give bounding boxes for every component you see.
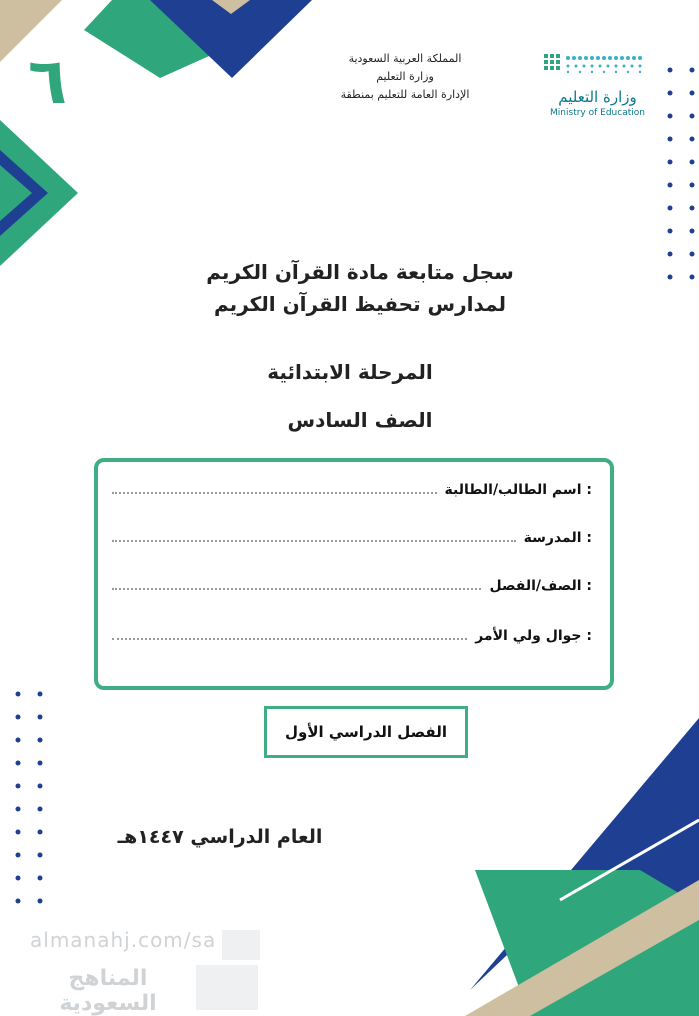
header-line-ministry: وزارة التعليم <box>376 70 434 83</box>
field-input-student-name[interactable] <box>112 490 437 494</box>
watermark-url: almanahj.com/sa <box>30 928 217 952</box>
academic-year: العام الدراسي ١٤٤٧هـ <box>117 826 323 848</box>
field-label-guardian-phone: جوال ولي الأمر : <box>475 628 592 644</box>
grade-digit: ٦ <box>28 45 68 119</box>
field-input-school[interactable] <box>112 538 516 542</box>
dot-grid-right <box>668 68 695 280</box>
ministry-dots-logo-icon <box>540 50 650 78</box>
header-lines <box>320 50 490 104</box>
watermark-name: المناهج السعودية <box>59 966 157 1016</box>
field-input-guardian-phone[interactable] <box>112 636 467 640</box>
title-line-2: لمدارس تحفيظ القرآن الكريم <box>214 292 506 316</box>
title-line-1: سجل متابعة مادة القرآن الكريم <box>206 260 514 284</box>
header-line-country: المملكة العربية السعودية <box>348 52 462 65</box>
field-label-student-name: اسم الطالب/الطالبة : <box>444 482 592 498</box>
field-label-school: المدرسة : <box>523 530 592 546</box>
student-info-form <box>94 458 614 690</box>
logo-english-text: Ministry of Education <box>550 108 645 118</box>
field-student-name[interactable] <box>112 482 592 498</box>
grade-title: الصف السادس <box>287 408 433 432</box>
field-input-class[interactable] <box>112 586 481 590</box>
logo-arabic-text: وزارة التعليم <box>558 88 637 106</box>
ministry-logo <box>540 50 655 118</box>
field-guardian-phone[interactable] <box>112 628 592 644</box>
header-line-directorate: الإدارة العامة للتعليم بمنطقة <box>340 88 470 101</box>
stage-title: المرحلة الابتدائية <box>267 360 433 384</box>
field-school[interactable] <box>112 530 592 546</box>
dot-grid-left <box>16 692 43 904</box>
field-class[interactable] <box>112 578 592 594</box>
semester-label: الفصل الدراسي الأول <box>264 706 468 758</box>
field-label-class: الصف/الفصل : <box>489 578 592 594</box>
document-title <box>160 256 560 320</box>
